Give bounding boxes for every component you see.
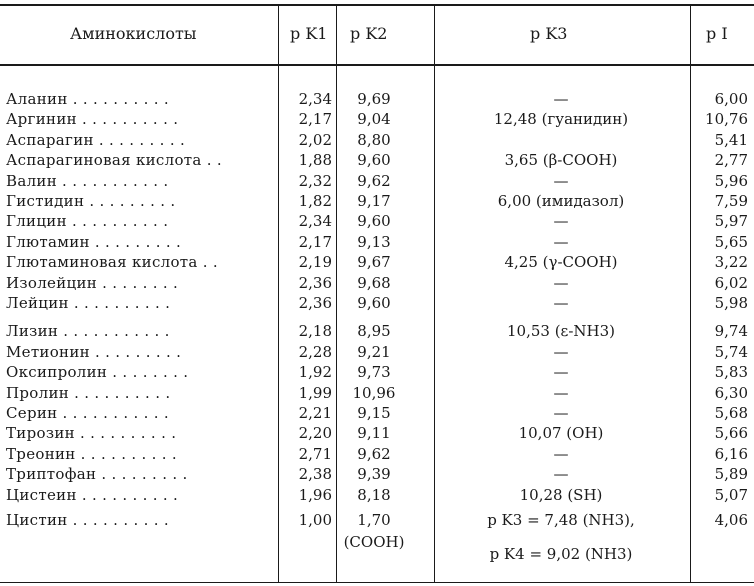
row-name: Глицин . . . . . . . . . . [6, 212, 169, 231]
row-pi: 5,98 [714, 294, 748, 312]
header-pk1-text: p K1 [290, 24, 328, 43]
row-name: Аланин . . . . . . . . . . [6, 90, 169, 108]
row-pk1: 2,02 [298, 130, 332, 149]
table-row [0, 321, 754, 341]
row-pk2: 10,96 [352, 383, 396, 402]
header-pk1 [290, 24, 327, 43]
header-pi [706, 24, 728, 43]
row-pk2: 9,69 [357, 90, 391, 108]
table-row [0, 293, 754, 313]
row-name: Лизин . . . . . . . . . . . [6, 322, 170, 341]
row-name: Метионин . . . . . . . . . [6, 342, 182, 361]
header-pi-text: p I [706, 24, 728, 43]
table-row [0, 342, 754, 362]
row-pk2: 9,73 [357, 363, 391, 382]
row-pi: 6,16 [714, 444, 748, 463]
row-pk2: 9,04 [357, 110, 391, 129]
row-pk3: 10,53 (ε-NH3) [506, 322, 615, 341]
row-pk3: — [553, 273, 569, 292]
table-row [0, 403, 754, 423]
header-rule [0, 64, 754, 66]
bottom-rule [0, 582, 754, 583]
row-name: Лейцин . . . . . . . . . . [6, 294, 171, 312]
row-pk3: 6,00 (имидазол) [497, 192, 625, 210]
row-pi: 9,74 [714, 322, 748, 341]
row-pi: 5,74 [714, 342, 748, 361]
row-pi: 5,83 [714, 363, 748, 382]
row-pk2: 9,62 [357, 444, 391, 463]
row-pk3: 10,28 (SH) [519, 485, 603, 504]
table-row [0, 171, 754, 191]
row-pi: 6,00 [714, 90, 748, 108]
header-amino-acids: Аминокислоты [70, 24, 197, 43]
row-name: Изолейцин . . . . . . . . [6, 273, 179, 292]
row-pk1: 1,00 [298, 511, 332, 529]
row-pi: 5,89 [714, 465, 748, 484]
row-name: Треонин . . . . . . . . . . [6, 444, 177, 463]
row-name: Тирозин . . . . . . . . . . [6, 424, 177, 443]
row-pk1: 2,34 [298, 212, 332, 231]
header-pk2-text: p K2 [350, 24, 388, 43]
row-name: Серин . . . . . . . . . . . [6, 404, 169, 422]
row-pk3: — [553, 294, 569, 312]
table-row [0, 191, 754, 211]
row-name: Оксипролин . . . . . . . . [6, 363, 189, 382]
row-name: Цистеин . . . . . . . . . . [6, 485, 179, 504]
table-row [0, 150, 754, 170]
row-pi: 3,22 [714, 253, 748, 272]
row-pk1: 2,17 [298, 110, 332, 129]
row-pi: 5,41 [714, 130, 748, 149]
row-pk1: 2,19 [298, 253, 332, 272]
row-pk3: — [553, 90, 569, 108]
row-pk2: 8,18 [357, 485, 391, 504]
row-name: Цистин . . . . . . . . . . [6, 511, 169, 529]
table-row [0, 89, 754, 109]
row-pk1: 1,96 [298, 485, 332, 504]
row-pk1: 1,82 [298, 192, 332, 210]
row-pk1: 2,36 [298, 294, 332, 312]
top-rule [0, 4, 754, 6]
row-pk2: 9,13 [357, 232, 391, 251]
row-pk2: 9,15 [357, 404, 391, 422]
row-pk2: 9,17 [357, 192, 391, 210]
row-pk2: 9,68 [357, 273, 391, 292]
row-pk1: 2,20 [298, 424, 332, 443]
row-pk2: 8,95 [357, 322, 391, 341]
table-row [0, 383, 754, 403]
row-pk2: 9,39 [357, 465, 391, 484]
row-pk1: 2,36 [298, 273, 332, 292]
table-row [0, 130, 754, 150]
row-pk3: — [553, 444, 569, 463]
header-pk2 [350, 24, 387, 43]
row-pk1: 2,21 [298, 404, 332, 422]
row-name: Глютамин . . . . . . . . . [6, 232, 182, 251]
row-name: Валин . . . . . . . . . . . [6, 171, 169, 190]
row-pk3: — [553, 465, 569, 484]
table-row [0, 109, 754, 129]
header-pk3-text: p K3 [530, 24, 568, 43]
row-pk1: 2,32 [298, 171, 332, 190]
row-pk1: 2,38 [298, 465, 332, 484]
row-name: Аспарагиновая кислота . . [6, 151, 222, 170]
row-pi: 5,07 [714, 485, 748, 504]
table-row [0, 464, 754, 484]
row-name: Триптофан . . . . . . . . . [6, 465, 188, 484]
row-name: Глютаминовая кислота . . [6, 253, 218, 272]
row-pk1: 1,92 [298, 363, 332, 382]
row-pi: 4,06 [714, 511, 748, 529]
row-pk3: — [553, 171, 569, 190]
row-pi: 6,30 [714, 383, 748, 402]
header-pk3 [530, 24, 567, 43]
row-name: Гистидин . . . . . . . . . [6, 192, 176, 210]
table-row-cystine-cont2 [0, 544, 754, 564]
row-name: Аргинин . . . . . . . . . . [6, 110, 179, 129]
row-pi: 7,59 [714, 192, 748, 210]
row-pi: 5,65 [714, 232, 748, 251]
table-row [0, 485, 754, 505]
row-pk1: 2,34 [298, 90, 332, 108]
table-row [0, 252, 754, 272]
row-name: Аспарагин . . . . . . . . . [6, 130, 186, 149]
row-pk3: — [553, 363, 569, 382]
row-pk2: 9,60 [357, 294, 391, 312]
table-row [0, 444, 754, 464]
row-pk2: 9,62 [357, 171, 391, 190]
row-pk1: 2,17 [298, 232, 332, 251]
row-pk1: 1,99 [298, 383, 332, 402]
table-row [0, 362, 754, 382]
row-pk2-line1: 1,70 [357, 511, 391, 529]
row-pi: 10,76 [705, 110, 748, 129]
row-pk3: 12,48 (гуанидин) [493, 110, 629, 129]
table-row [0, 211, 754, 231]
row-pk2: 8,80 [357, 130, 391, 149]
row-pk3: — [553, 383, 569, 402]
row-pk1: 2,18 [298, 322, 332, 341]
row-pk1: 2,71 [298, 444, 332, 463]
row-pk1: 2,28 [298, 342, 332, 361]
row-pk2-line2: (COOH) [343, 533, 405, 551]
row-pk2: 9,21 [357, 342, 391, 361]
row-name: Пролин . . . . . . . . . . [6, 383, 171, 402]
row-pi: 2,77 [714, 151, 748, 170]
table-row [0, 423, 754, 443]
row-pi: 5,97 [714, 212, 748, 231]
row-pk3: — [553, 232, 569, 251]
row-pk3: 4,25 (γ-COOH) [504, 253, 618, 272]
row-pk2: 9,11 [357, 424, 391, 443]
row-pi: 5,96 [714, 171, 748, 190]
row-pk3: — [553, 212, 569, 231]
row-pi: 5,66 [714, 424, 748, 443]
row-pk3: — [553, 342, 569, 361]
row-pk3: — [553, 404, 569, 422]
table-row [0, 232, 754, 252]
row-pk3-line1: p K3 = 7,48 (NH3), [487, 511, 635, 529]
row-pk3: 3,65 (β-COOH) [504, 151, 618, 170]
row-pi: 5,68 [714, 404, 748, 422]
row-pk3: 10,07 (OH) [518, 424, 604, 443]
row-pk2: 9,60 [357, 212, 391, 231]
table-row [0, 273, 754, 293]
row-pk3-line2: p K4 = 9,02 (NH3) [489, 545, 633, 563]
table-row-cystine [0, 510, 754, 530]
row-pk1: 1,88 [298, 151, 332, 170]
row-pk2: 9,67 [357, 253, 391, 272]
row-pk2: 9,60 [357, 151, 391, 170]
row-pi: 6,02 [714, 273, 748, 292]
